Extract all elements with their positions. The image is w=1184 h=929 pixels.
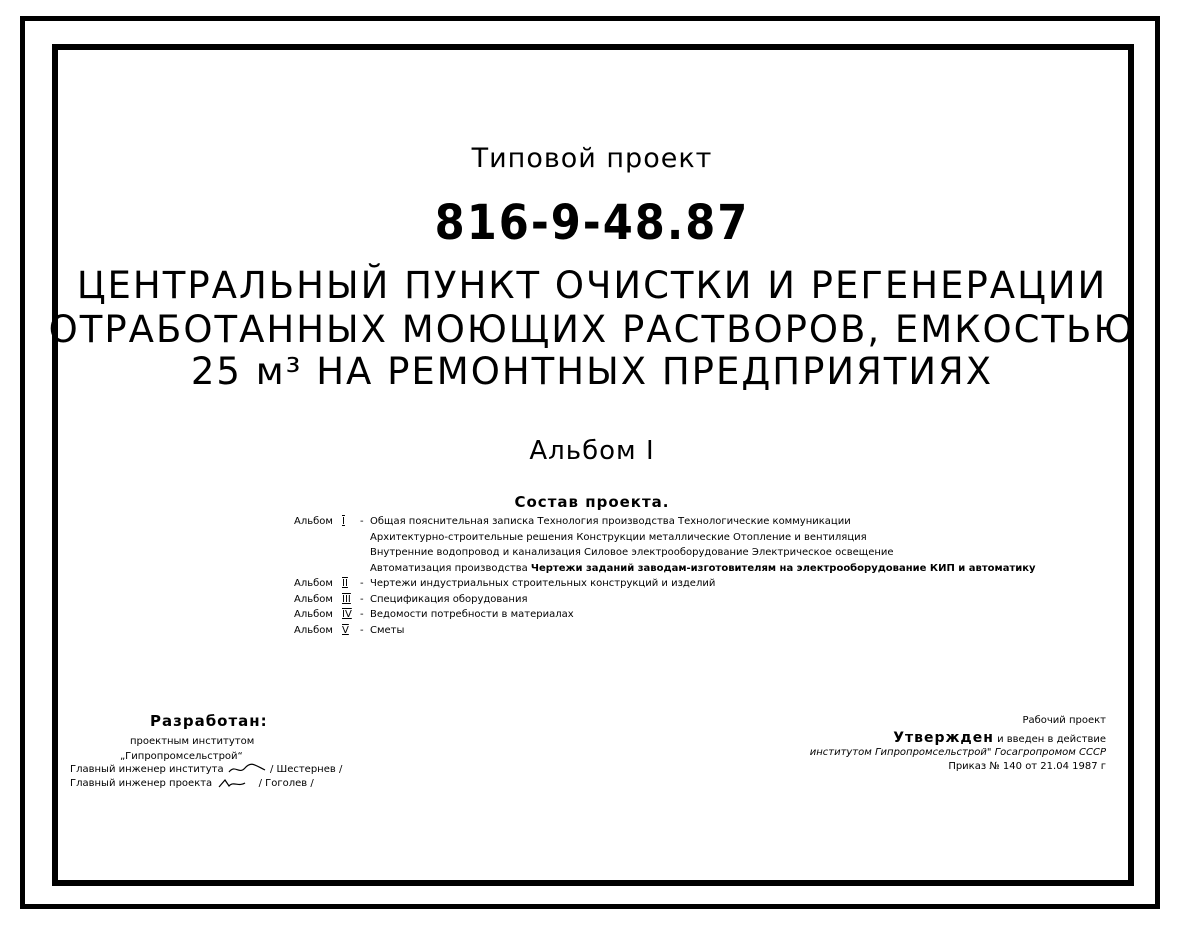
role-label: Главный инженер проекта xyxy=(70,778,213,789)
album-label-cell: Альбом xyxy=(294,624,333,636)
album-description: Чертежи индустриальных строительных конструкций и изделий xyxy=(370,578,716,589)
dash: - xyxy=(360,624,364,636)
album-description: Внутренние водопровод и канализация Силовое электрооборудование Электрическое освещение xyxy=(370,547,894,558)
album-description: Ведомости потребности в материалах xyxy=(370,609,574,620)
album-label-cell: Альбом xyxy=(294,578,333,589)
album-roman: I xyxy=(342,516,345,527)
title-line-1: ЦЕНТРАЛЬНЫЙ ПУНКТ ОЧИСТКИ И РЕГЕНЕРАЦИИ xyxy=(76,264,1108,307)
title-line-2: ОТРАБОТАННЫХ МОЮЩИХ РАСТВОРОВ, ЕМКОСТЬЮ xyxy=(48,308,1136,351)
person-name: / Гоголев / xyxy=(258,778,314,789)
album-description-bold: Чертежи заданий заводам-изготовителям на электрооборудование КИП и автоматику xyxy=(530,562,1036,574)
contents-list xyxy=(294,514,1036,638)
album-label-cell: Альбом xyxy=(294,593,333,605)
approval-line-2 xyxy=(893,730,1106,746)
signature-icon xyxy=(215,777,255,789)
approval-line-3: институтом Гипропромсельстрой" Госагропромом СССР xyxy=(809,747,1106,758)
album-label-cell: Альбом xyxy=(294,609,333,620)
album-description: Архитектурно-строительные решения Конструкции металлические Отопление и вентиляция xyxy=(370,531,867,543)
approval-line-1: Рабочий проект xyxy=(1022,715,1106,726)
dash: - xyxy=(360,593,364,605)
dash: - xyxy=(360,578,364,589)
developer-line-1: проектным институтом xyxy=(130,736,255,747)
list-item xyxy=(294,607,1036,623)
approval-order: Приказ № 140 от 21.04 1987 г xyxy=(948,761,1106,772)
list-item xyxy=(294,530,1036,546)
title-line-3: 25 м³ НА РЕМОНТНЫХ ПРЕДПРИЯТИЯХ xyxy=(190,350,994,393)
role-label: Главный инженер института xyxy=(70,764,224,775)
dash: - xyxy=(360,516,364,527)
approved-rest: и введен в действие xyxy=(997,734,1106,745)
album-roman: II xyxy=(342,578,348,589)
album-roman: IV xyxy=(342,609,352,620)
album-label: Альбом I xyxy=(529,436,655,466)
list-item xyxy=(294,576,1036,592)
developer-institute: „Гипропромсельстрой“ xyxy=(120,751,243,762)
album-description: Сметы xyxy=(370,624,405,636)
album-roman: III xyxy=(342,593,351,605)
developer-chief-engineer xyxy=(70,763,342,775)
album-description: Общая пояснительная записка Технология производства Технологические коммуникации xyxy=(370,516,851,527)
album-description: Спецификация оборудования xyxy=(370,593,528,605)
dash: - xyxy=(360,609,364,620)
list-item xyxy=(294,545,1036,561)
project-type-label: Типовой проект xyxy=(471,143,713,174)
list-item xyxy=(294,623,1036,639)
album-roman: V xyxy=(342,624,349,636)
person-name: / Шестернев / xyxy=(269,764,343,775)
project-number: 816-9-48.87 xyxy=(434,195,750,251)
signature-icon xyxy=(227,763,267,775)
list-item xyxy=(294,514,1036,530)
developer-heading: Разработан: xyxy=(150,712,268,730)
album-label-cell: Альбом xyxy=(294,516,333,527)
list-item xyxy=(294,561,1036,577)
album-description: Автоматизация производства xyxy=(370,562,528,574)
contents-heading: Состав проекта. xyxy=(514,493,670,511)
approved-label: Утвержден xyxy=(893,730,994,746)
developer-project-engineer xyxy=(70,777,314,789)
list-item xyxy=(294,592,1036,608)
